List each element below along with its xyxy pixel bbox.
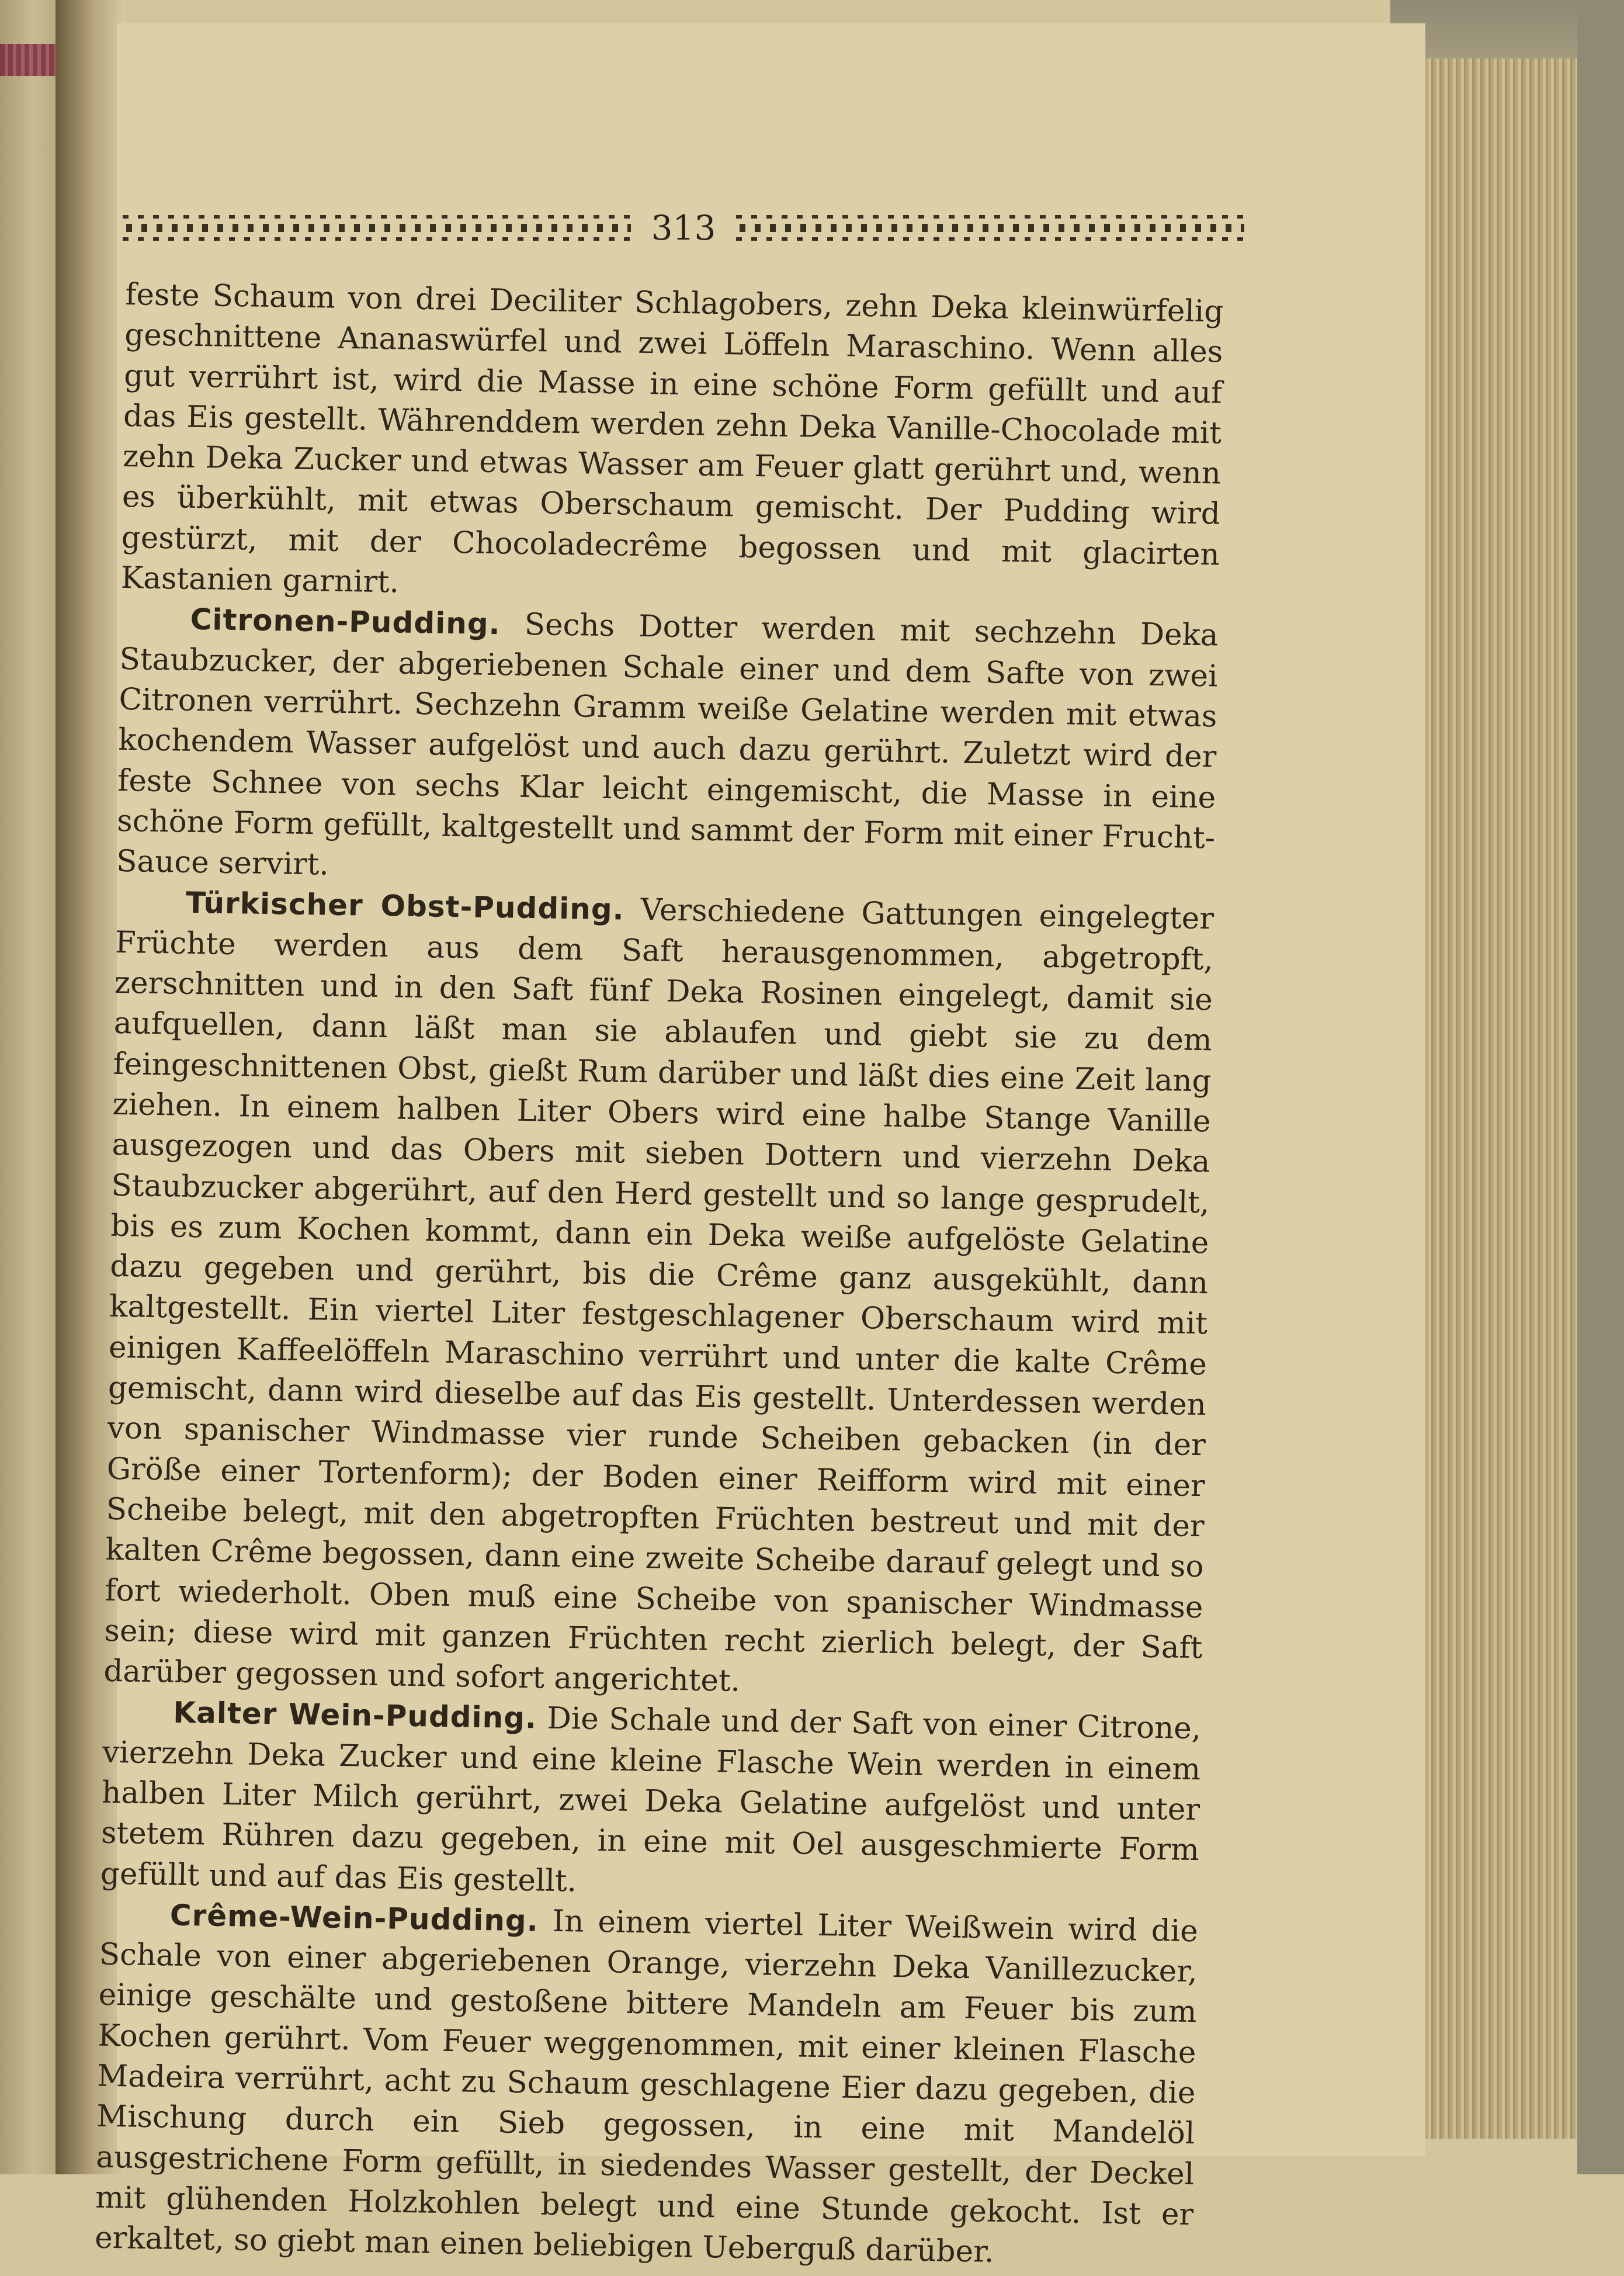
recipe-title: Citronen-Pudding. — [190, 602, 501, 642]
left-page-edge — [0, 0, 55, 2174]
page-number: 313 — [651, 208, 716, 248]
cover-board — [1577, 0, 1624, 2174]
paragraph-text: Sechs Dotter werden mit sechzehn Deka Staubzucker, der abgeriebenen Schale einer und dem Safte von zwei Citronen verrührt. Sechzehn Gramm weiße Gelatine werden mit etwas kochendem Wasser aufgelöst und auch dazu gerührt. Zuletzt wird der feste Schnee von sechs Klar leicht eingemischt, die Masse in eine schöne Form gefüllt, kaltgestellt und sammt der Form mit einer Frucht-Sauce servirt. — [116, 607, 1219, 882]
paragraph-text: Verschiedene Gattungen eingelegter Früchte werden aus dem Saft herausgenommen, abgetropft, zerschnitten und in den Saft fünf Deka Rosinen eingelegt, damit sie aufquellen, dann läßt man sie ablaufen und giebt sie zu dem feingeschnittenen Obst, gießt Rum darüber und läßt dies eine Zeit lang ziehen. In einem halben Liter Obers wird eine halbe Stange Vanille ausgezogen und das Obers mit sieben Dottern und vierzehn Deka Staubzucker abgerührt, auf den Herd gestellt und so lange gesprudelt, bis es zum Kochen kommt, dann ein Deka weiße aufgelöste Gelatine dazu gegeben und gerührt, bis die Crême ganz ausgekühlt, dann kaltgestellt. Ein viertel Liter festgeschlagener Oberschaum wird mit einigen Kaffeelöffeln Maraschino verrührt und unter die kalte Crême gemischt, dann wird dieselbe auf das Eis gestellt. Unterdessen werden von spanischer Windmasse vier runde Scheiben gebacken (in der Größe einer Tortenform); der Boden einer Reifform wird mit einer Scheibe belegt, mit den abgetropften Früchten bestreut und mit der kalten Crême begossen, dann eine zweite Scheibe darauf gelegt und so fort wiederholt. Oben muß eine Scheibe von spanischer Windmasse sein; diese wird mit ganzen Früchten recht zierlich belegt, der Saft darüber gegossen und sofort angerichtet. — [103, 892, 1214, 1699]
recipe-title: Kalter Wein-Pudding. — [172, 1695, 537, 1735]
page-stack-edge — [1425, 58, 1577, 2139]
paragraph-creme-wein-pudding — [95, 1894, 1199, 2276]
paragraph-text: In einem viertel Liter Weißwein wird die Schale von einer abgeriebenen Orange, vierzehn Deka Vanillezucker, einige geschälte und gestoßene bittere Mandeln am Feuer bis zum Kochen gerührt. Vom Feuer weggenommen, mit einer kleinen Flasche Madeira verrührt, acht zu Schaum geschlagene Eier dazu gegeben, die Mischung durch ein Sieb gegossen, in eine mit Mandelöl ausgestrichene Form gefüllt, in siedendes Wasser gestellt, der Deckel mit glühenden Holzkohlen belegt und eine Stunde gekocht. Ist er erkaltet, so giebt man einen beliebigen Ueberguß darüber. — [94, 1903, 1199, 2270]
left-ornament — [123, 215, 631, 241]
paragraph-text: Die Schale und der Saft von einer Citrone, vierzehn Deka Zucker und eine kleine Flasche Wein werden in einem halben Liter Milch gerührt, zwei Deka Gelatine aufgelöst und unter stetem Rühren dazu gegeben, in eine mit Oel ausgeschmierte Form gefüllt und auf das Eis gestellt. — [100, 1700, 1202, 1899]
page-header — [123, 193, 1244, 263]
right-ornament — [736, 215, 1244, 241]
paragraph-citronen-pudding — [116, 598, 1219, 899]
paragraph-text: feste Schaum von drei Deciliter Schlagobers, zehn Deka kleinwürfelig geschnittene Ananaswürfel und zwei Löffeln Maraschino. Wenn alles gut verrührt ist, wird die Masse in eine schöne Form gefüllt und auf das Eis gestellt. Währenddem werden zehn Deka Vanille-Chocolade mit zehn Deka Zucker und etwas Wasser am Feuer glatt gerührt und, wenn es überkühlt, mit etwas Oberschaum gemischt. Der Pudding wird gestürzt, mit der Chocoladecrême begossen und mit glacirten Kastanien garnirt. — [120, 276, 1224, 600]
recipe-title: Türkischer Obst-Pudding. — [185, 886, 625, 927]
paragraph-kalter-wein-pudding — [100, 1692, 1201, 1911]
recipe-title: Crême-Wein-Pudding. — [169, 1898, 539, 1938]
page-body — [94, 275, 1224, 2270]
paragraph-tuerkischer-obst-pudding — [103, 882, 1214, 1709]
paragraph-continuation — [120, 275, 1223, 616]
